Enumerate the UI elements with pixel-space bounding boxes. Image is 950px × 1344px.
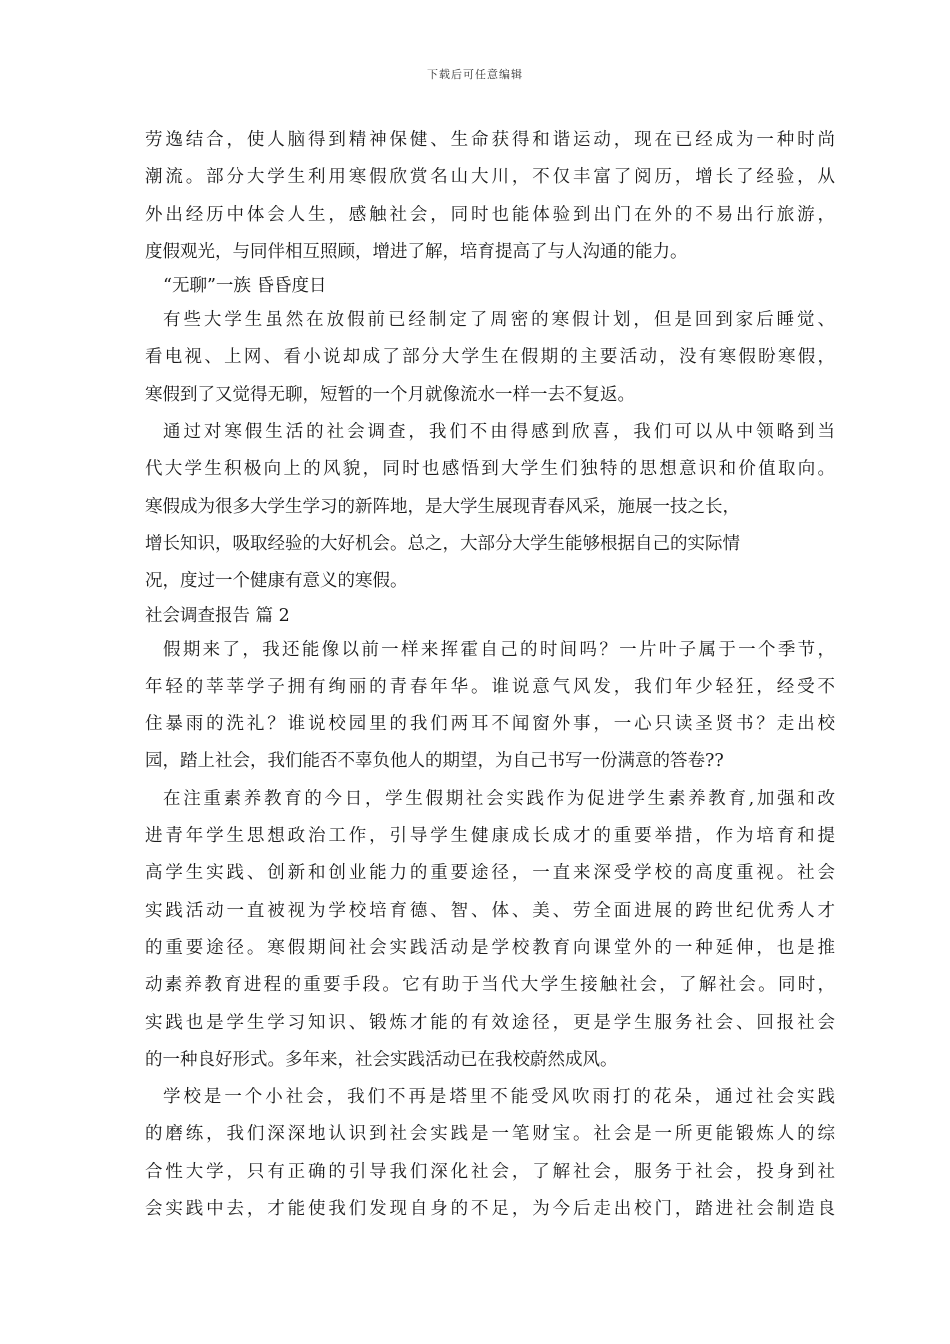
text-line: 动素养教育进程的重要手段。它有助于当代大学生接触社会，了解社会。同时， [145,975,835,996]
text-line: 有些大学生虽然在放假前已经制定了周密的寒假计划，但是回到家后睡觉、 [163,310,835,331]
text-line: 高学生实践、创新和创业能力的重要途径，一直来深受学校的高度重视。社会 [145,863,835,884]
text-line: 通过对寒假生活的社会调查，我们不由得感到欣喜，我们可以从中领略到当 [163,422,835,443]
text-line: 合性大学，只有正确的引导我们深化社会，了解社会，服务于社会，投身到社 [145,1161,835,1182]
text-line: 学校是一个小社会，我们不再是塔里不能受风吹雨打的花朵，通过社会实践 [163,1087,835,1108]
text-line: 进青年学生思想政治工作，引导学生健康成长成才的重要举措，作为培育和提 [145,826,835,847]
document-body [145,122,835,1228]
text-line: 寒假成为很多大学生学习的新阵地，是大学生展现青春风采，施展一技之长， [145,496,740,517]
text-line: 的一种良好形式。多年来，社会实践活动已在我校蔚然成风。 [145,1049,618,1070]
text-line: 劳逸结合，使人脑得到精神保健、生命获得和谐运动，现在已经成为一种时尚 [145,130,835,150]
text-line: 况，度过一个健康有意义的寒假。 [145,571,408,592]
text-line: 看电视、上网、看小说却成了部分大学生在假期的主要活动，没有寒假盼寒假， [145,347,835,368]
page-header-note: 下载后可任意编辑 [427,68,523,81]
text-line: 代大学生积极向上的风貌，同时也感悟到大学生们独特的思想意识和价值取向。 [145,459,835,480]
text-line: 增长知识，吸取经验的大好机会。总之，大部分大学生能够根据自己的实际情 [145,533,740,554]
text-line: 的重要途径。寒假期间社会实践活动是学校教育向课堂外的一种延伸，也是推 [145,937,835,958]
text-line: 实践活动一直被视为学校培育德、智、体、美、劳全面进展的跨世纪优秀人才 [145,900,835,921]
text-line: 在注重素养教育的今日，学生假期社会实践作为促进学生素养教育,加强和改 [163,788,835,809]
text-line: 年轻的莘莘学子拥有绚丽的青春年华。谁说意气风发，我们年少轻狂，经受不 [145,676,835,697]
text-line: 会实践中去，才能使我们发现自身的不足，为今后走出校门，踏进社会制造良 [145,1199,835,1220]
section-heading-line: 社会调查报告 篇 2 [145,605,290,626]
text-line: 园，踏上社会，我们能否不辜负他人的期望，为自己书写一份满意的答卷?? [145,751,724,772]
text-line: 寒假到了又觉得无聊，短暂的一个月就像流水一样一去不复返。 [145,384,635,405]
text-line: 实践也是学生学习知识、锻炼才能的有效途径，更是学生服务社会、回报社会 [145,1012,835,1033]
text-line: 潮流。部分大学生利用寒假欣赏名山大川，不仅丰富了阅历，增长了经验，从 [145,167,835,188]
text-line: 度假观光，与同伴相互照顾，增进了解，培育提高了与人沟通的能力。 [145,241,688,262]
text-line: 住暴雨的洗礼？谁说校园里的我们两耳不闻窗外事，一心只读圣贤书？走出校 [145,714,835,735]
section-heading-line: “无聊”一族 昏昏度日 [163,276,327,297]
text-line: 的磨练，我们深深地认识到社会实践是一笔财宝。社会是一所更能锻炼人的综 [145,1124,835,1145]
text-line: 外出经历中体会人生，感触社会，同时也能体验到出门在外的不易出行旅游， [145,204,835,225]
text-line: 假期来了，我还能像以前一样来挥霍自己的时间吗？一片叶子属于一个季节， [163,639,835,660]
